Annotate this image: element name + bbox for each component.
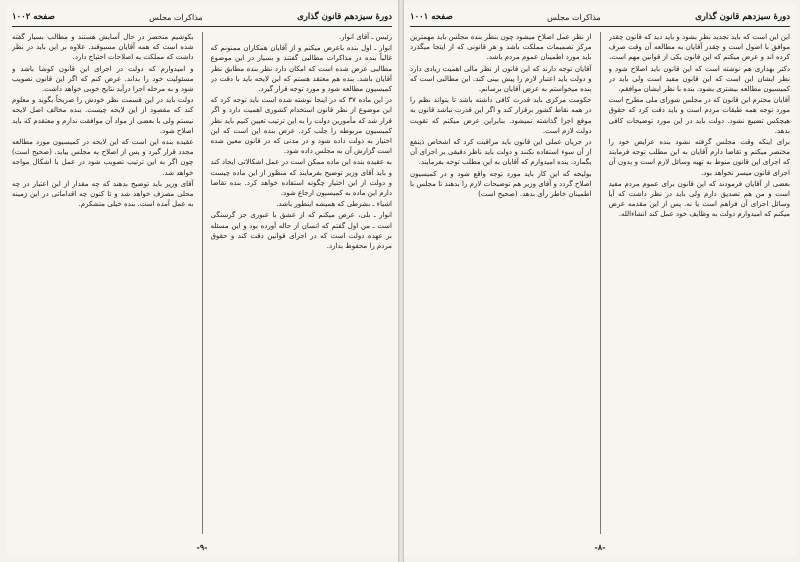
paragraph: آقایان محترم این قانون که در مجلس شورای ملی مطرح است مورد توجه همه طبقات مردم است و باید دقت کرد که حقوق هیچکس تضییع نشود. دولت باید در این مورد توضیحات کافی بدهد. [608, 96, 790, 135]
right-page-title: مذاکرات مجلس [547, 12, 601, 22]
right-page-label: صفحه ۱۰۰۱ [410, 12, 453, 22]
right-page-col-left [410, 32, 592, 534]
paragraph: دولت باید در این قسمت نظر خودش را صریحاً بگوید و معلوم کند که مقصود از این لایحه چیست. بنده مخالف اصل لایحه نیستم ولی با بعضی از مواد آن موافقت ندارم و معتقدم که باید اصلاح شود. [12, 96, 194, 135]
left-page-col-right [211, 32, 393, 534]
right-page-number: -۸- [594, 542, 606, 552]
paragraph: و امیدوارم که دولت در اجرای این قانون کوشا باشد و مسئولیت خود را بداند. عرض کنم که اگر این قانون تصویب شود و به مرحله اجرا درآید نتایج خوبی خواهد داشت. [12, 64, 194, 94]
right-page-col-right [609, 32, 791, 534]
paragraph: در این ماده ۳۷ که در اینجا نوشته شده است باید توجه کرد که این موضوع از نظر قانون استخدام کشوری اهمیت دارد و اگر قرار شد که مأمورین دولت را به این ترتیب تعیین کنیم باید نظر کمیسیون مربوطه را جلب کرد. عرض بنده این است که این اختیار به دولت داده شود و در مدتی که در قانون معین شده است گزارش آن به مجلس داده شود. [210, 96, 392, 156]
left-page-session: دورهٔ سیزدهم قانون گذاری [297, 12, 392, 22]
paragraph: بکوشیم منحصر در حال آسایش هستند و مطالب بسیار گفته شده است که همه آقایان مسبوقند. علاوه بر این باید در نظر داشت که مملکت به اصلاحات احتیاج دارد. [12, 33, 194, 62]
paragraph: از نظر عمل اصلاح میشود چون بنظر بنده مجلس باید مهمترین مرکز تصمیمات مملکت باشد و هر قانونی که از اینجا میگذرد باید مورد اطمینان عموم مردم باشد. [410, 33, 592, 62]
paragraph: انوار ـ بلی، عرض میکنم که از عشق با عبوری جز گرسنگی است ـ من اول گفتم که انسان از حاله آورده بود و این مسئله بر عهده دولت است که در اجرای قوانین دقت کند و حقوق مردم را محفوظ بدارد. [210, 211, 392, 251]
left-page [6, 4, 398, 556]
paragraph: اشیاء ـ بشرطی که همیشه اینطور باشد. [276, 200, 392, 209]
paragraph: بولیحه که این کار باید مورد توجه واقع شود و در کمیسیون اصلاح گردد و آقای وزیر هم توضیحات لازم را بدهند تا مجلس با اطمینان خاطر رأی بدهد. (صحیح است) [410, 169, 592, 199]
left-page-header [12, 8, 392, 27]
right-page-session: دورهٔ سیزدهم قانون گذاری [695, 12, 790, 22]
left-page-title: مذاکرات مجلس [149, 12, 203, 22]
left-page-number: -۹- [196, 542, 208, 552]
column-divider [600, 32, 601, 534]
right-page [404, 4, 796, 556]
paragraph: این این است که باید تجدید نظر بشود و باید دید که قانون چقدر موافق با اصول است و چقدر آقایان به مطالعه آن وقت صرف کرده اند و عرض میکنم که این قانون یکی از قوانین مهم است. [608, 33, 790, 62]
paragraph: آقای وزیر باید توضیح بدهند که چه مقدار از این اعتبار در چه محلی مصرف خواهد شد و تا کنون چه اقداماتی در این زمینه به عمل آمده است. بنده خیلی متشکرم. [12, 179, 194, 209]
left-page-label: صفحه ۱۰۰۲ [12, 12, 55, 22]
column-divider [202, 32, 203, 534]
paragraph: عقیده بنده این است که این لایحه در کمیسیون مورد مطالعه مجدد قرار گیرد و پس از اصلاح به مجلس بیاید. (صحیح است) چون اگر به این ترتیب تصویب شود در عمل با اشکال مواجه خواهد شد. [12, 138, 194, 177]
left-page-col-left [12, 32, 194, 534]
paragraph: آقایان توجه دارند که این قانون از نظر مالی اهمیت زیادی دارد و دولت باید اعتبار لازم را پیش بینی کند. این مطالبی است که بنده میخواستم به عرض آقایان برسانم. [410, 64, 592, 94]
paragraph: به عقیده بنده این ماده ممکن است در عمل اشکالاتی ایجاد کند و باید آقای وزیر توضیح بفرمایند که منظور از این ماده چیست و دولت از این اختیار چگونه استفاده خواهد کرد. بنده تقاضا دارم این ماده به کمیسیون ارجاع شود. [210, 158, 392, 198]
paragraph: حکومت مرکزی باید قدرت کافی داشته باشد تا بتواند نظم را در همه نقاط کشور برقرار کند و اگر این قدرت نباشد قانون به موقع اجرا گذاشته نمیشود. بنابراین عرض میکنم که تقویت دولت لازم است. [410, 96, 592, 135]
paragraph: دکتر بهداری هم نوشته است که این قانون باید اصلاح شود و نظر ایشان این است که این قانون مفید است ولی باید در کمیسیون مطالعه بیشتری بشود. بنده با نظر ایشان موافقم. [608, 64, 790, 94]
paragraph: انوار ـ اول بنده باعرض میکنم و از آقایان همکاران ممنونم که غالباً بنده در مذاکرات مطالبی گفتند و بسیار در این موضوع مطالبی عرض شده است که امکان دارد نظر بنده مطابق نظر آقایان باشد. بنده هم معتقد هستم که این لایحه باید با دقت در کمیسیون مطالعه شود و مورد توجه قرار گیرد. [210, 44, 392, 94]
left-page-columns [12, 32, 392, 534]
right-page-columns [410, 32, 790, 534]
paragraph: بعضی از آقایان فرمودند که این قانون برای عموم مردم مفید است و من هم تصدیق دارم ولی باید در نظر داشت که آیا وسائل اجرای آن فراهم است یا نه. پس از این مقدمه عرض میکنم که امیدوارم دولت به وظایف خود عمل کند انشاءالله. [608, 179, 790, 219]
book-gutter [398, 0, 404, 562]
paragraph: در جریان عملی این قانون باید مراقبت کرد که اشخاص ذینفع از آن سوء استفاده نکنند و دولت باید ناظر دقیقی بر اجرای آن بگمارد. بنده امیدوارم که آقایان به این مطلب توجه بفرمایند. [410, 138, 592, 167]
paragraph: رئیس ـ آقای انوار. [338, 33, 392, 41]
right-page-header [410, 8, 790, 27]
paragraph: برای اینکه وقت مجلس گرفته نشود بنده عرایض خود را مختصر میکنم و تقاضا دارم آقایان به این مطلب توجه فرمایند که اجرای این قانون منوط به تهیه وسائل لازم است و بدون آن اجرای قانون میسر نخواهد بود. [608, 138, 790, 177]
